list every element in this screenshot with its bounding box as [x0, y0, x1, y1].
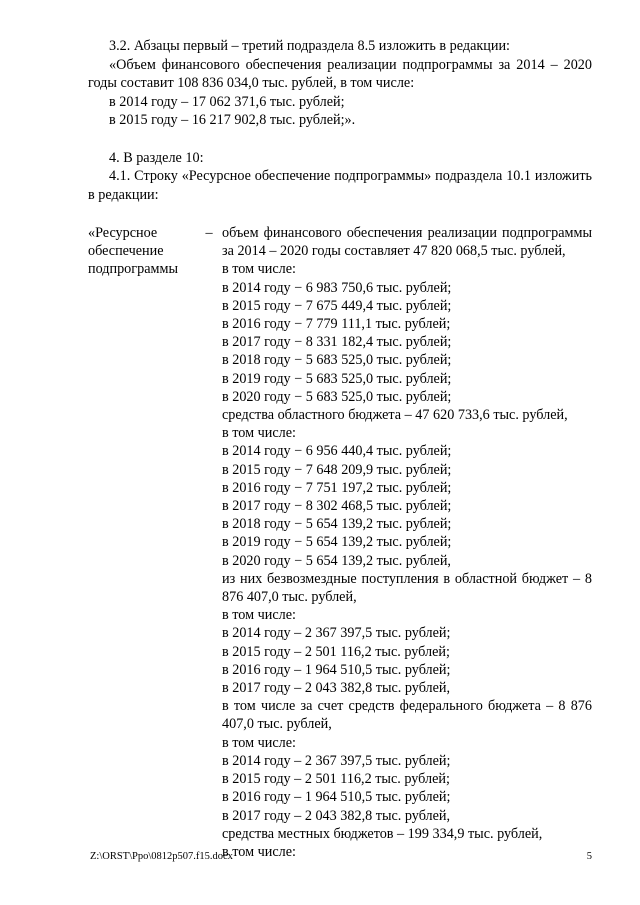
resource-line: в 2014 году – 2 367 397,5 тыс. рублей;: [222, 625, 451, 642]
resource-table: [88, 224, 592, 861]
resource-line: в 2015 году − 7 648 209,9 тыс. рублей;: [222, 461, 452, 478]
resource-label-line: подпрограммы: [88, 261, 178, 278]
resource-line: средства местных бюджетов – 199 334,9 тыс. рублей,: [222, 825, 543, 842]
resource-line: в 2016 году – 1 964 510,5 тыс. рублей;: [222, 789, 451, 806]
footer-page-number: 5: [586, 851, 592, 862]
resource-line: в 2014 году − 6 983 750,6 тыс. рублей;: [222, 279, 452, 296]
resource-line: в том числе:: [222, 425, 296, 442]
resource-line: в том числе:: [222, 843, 296, 860]
section-3-2-quote: «Объем финансового обеспечения реализации подпрограммы за 2014 – 2020 годы составит 108 836 034,0 тыс. рублей, в том числе:: [88, 56, 592, 91]
resource-line: в 2015 году – 2 501 116,2 тыс. рублей;: [222, 643, 450, 660]
resource-line: в 2015 году − 7 675 449,4 тыс. рублей;: [222, 297, 452, 314]
resource-line: в том числе:: [222, 734, 296, 751]
section-3-2-line-2014: в 2014 году – 17 062 371,6 тыс. рублей;: [109, 93, 345, 110]
section-3-2-heading: 3.2. Абзацы первый – третий подраздела 8.5 изложить в редакции:: [109, 38, 510, 54]
resource-line: в 2014 году − 6 956 440,4 тыс. рублей;: [222, 443, 452, 460]
resource-line: в 2017 году – 2 043 382,8 тыс. рублей,: [222, 680, 451, 697]
resource-line: в 2018 году − 5 654 139,2 тыс. рублей;: [222, 516, 452, 533]
resource-line: из них безвозмездные поступления в областной бюджет – 8 876 407,0 тыс. рублей,: [222, 570, 592, 606]
resource-line: в 2015 году – 2 501 116,2 тыс. рублей;: [222, 771, 450, 788]
resource-line: в 2016 году − 7 751 197,2 тыс. рублей;: [222, 479, 452, 496]
resource-line: в 2020 году − 5 683 525,0 тыс. рублей;: [222, 388, 452, 405]
resource-label-line: «Ресурсное: [88, 225, 158, 241]
resource-label-line: обеспечение: [88, 243, 164, 260]
resource-line: в 2017 году − 8 302 468,5 тыс. рублей;: [222, 498, 452, 515]
resource-label-column: [88, 224, 196, 861]
section-4-heading: 4. В разделе 10:: [109, 149, 204, 166]
resource-dash: –: [205, 225, 213, 241]
footer-file-path: Z:\ORST\Ppo\0812p507.f15.docx: [90, 851, 233, 862]
resource-line: в том числе:: [222, 607, 296, 624]
resource-line: в 2019 году − 5 654 139,2 тыс. рублей;: [222, 534, 452, 551]
resource-line: в 2017 году − 8 331 182,4 тыс. рублей;: [222, 334, 452, 351]
resource-line: в 2018 году − 5 683 525,0 тыс. рублей;: [222, 352, 452, 369]
section-3-2-line-2015: в 2015 году – 16 217 902,8 тыс. рублей;».: [109, 112, 356, 128]
resource-line: в 2019 году − 5 683 525,0 тыс. рублей;: [222, 370, 452, 387]
resource-line: в 2017 году – 2 043 382,8 тыс. рублей,: [222, 807, 451, 824]
resource-values-column: [222, 224, 592, 861]
resource-line: в том числе за счет средств федерального бюджета – 8 876 407,0 тыс. рублей,: [222, 698, 592, 733]
resource-line: в 2016 году – 1 964 510,5 тыс. рублей;: [222, 661, 451, 678]
section-4-1-text: 4.1. Строку «Ресурсное обеспечение подпрограммы» подраздела 10.1 изложить в редакции:: [88, 168, 592, 203]
resource-line: средства областного бюджета – 47 620 733,6 тыс. рублей,: [222, 407, 568, 424]
resource-line: в том числе:: [222, 261, 296, 278]
resource-line: в 2016 году − 7 779 111,1 тыс. рублей;: [222, 316, 451, 333]
page-footer: [90, 851, 592, 862]
resource-line: в 2020 году − 5 654 139,2 тыс. рублей,: [222, 552, 451, 569]
resource-line: объем финансового обеспечения реализации подпрограммы за 2014 – 2020 годы составляет 47 820 068,5 тыс. рублей,: [222, 225, 592, 260]
resource-line: в 2014 году – 2 367 397,5 тыс. рублей;: [222, 752, 451, 769]
document-body: [88, 37, 592, 861]
